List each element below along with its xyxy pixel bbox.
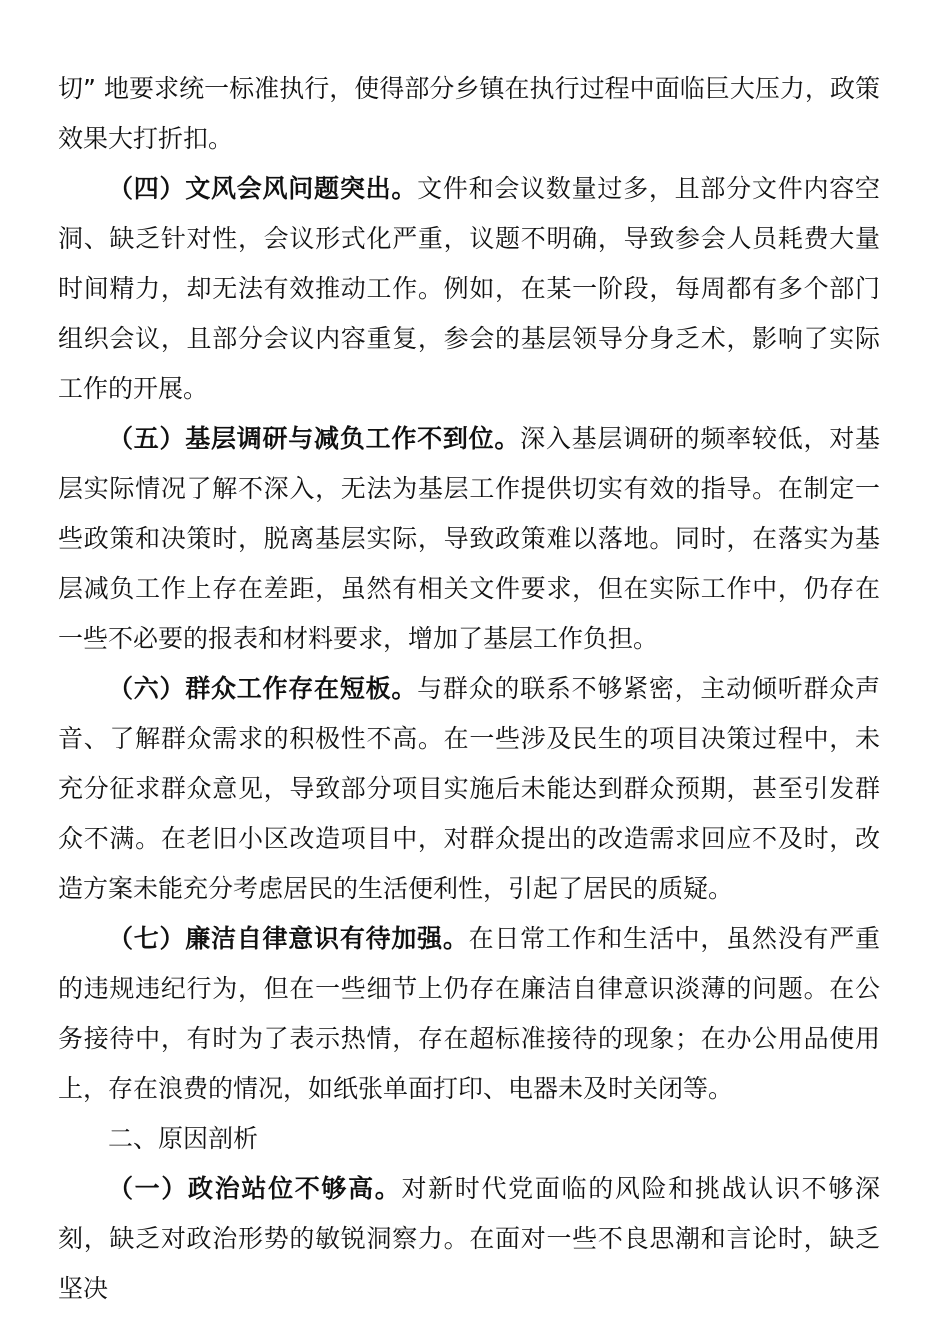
paragraph-item-7 <box>58 914 880 1114</box>
document-page <box>58 64 880 1314</box>
paragraph-body: 切” 地要求统一标准执行，使得部分乡镇在执行过程中面临巨大压力，政策效果大打折扣。 <box>58 74 880 153</box>
paragraph-lead: （四）文风会风问题突出。 <box>108 174 418 203</box>
paragraph-item-5 <box>58 414 880 664</box>
section-heading: 二、原因剖析 <box>108 1124 259 1153</box>
paragraph-body: 与群众的联系不够紧密，主动倾听群众声音、了解群众需求的积极性不高。在一些涉及民生的项目决策过程中，未充分征求群众意见，导致部分项目实施后未能达到群众预期，甚至引发群众不满。在老旧小区改造项目中，对群众提出的改造需求回应不及时，改造方案未能充分考虑居民的生活便利性，引起了居民的质疑。 <box>58 674 880 903</box>
paragraph-body: 在日常工作和生活中，虽然没有严重的违规违纪行为，但在一些细节上仍存在廉洁自律意识淡薄的问题。在公务接待中，有时为了表示热情，存在超标准接待的现象；在办公用品使用上，存在浪费的情况，如纸张单面打印、电器未及时关闭等。 <box>58 924 880 1103</box>
paragraph-body: 文件和会议数量过多，且部分文件内容空洞、缺乏针对性，会议形式化严重，议题不明确，导致参会人员耗费大量时间精力，却无法有效推动工作。例如，在某一阶段，每周都有多个部门组织会议，且部分会议内容重复，参会的基层领导分身乏术，影响了实际工作的开展。 <box>58 174 880 403</box>
paragraph-analysis-1 <box>58 1164 880 1314</box>
paragraph-body: 深入基层调研的频率较低，对基层实际情况了解不深入，无法为基层工作提供切实有效的指导。在制定一些政策和决策时，脱离基层实际，导致政策难以落地。同时，在落实为基层减负工作上存在差距，虽然有相关文件要求，但在实际工作中，仍存在一些不必要的报表和材料要求，增加了基层工作负担。 <box>58 424 880 653</box>
paragraph-lead: （五）基层调研与减负工作不到位。 <box>108 424 521 453</box>
paragraph-item-4 <box>58 164 880 414</box>
paragraph-lead: （七）廉洁自律意识有待加强。 <box>108 924 469 953</box>
paragraph-lead: （一）政治站位不够高。 <box>108 1174 402 1203</box>
paragraph-body: 对新时代党面临的风险和挑战认识不够深刻，缺乏对政治形势的敏锐洞察力。在面对一些不良思潮和言论时，缺乏坚决 <box>58 1174 880 1303</box>
paragraph-item-6 <box>58 664 880 914</box>
paragraph-lead: （六）群众工作存在短板。 <box>108 674 418 703</box>
paragraph-continuation <box>58 64 880 164</box>
